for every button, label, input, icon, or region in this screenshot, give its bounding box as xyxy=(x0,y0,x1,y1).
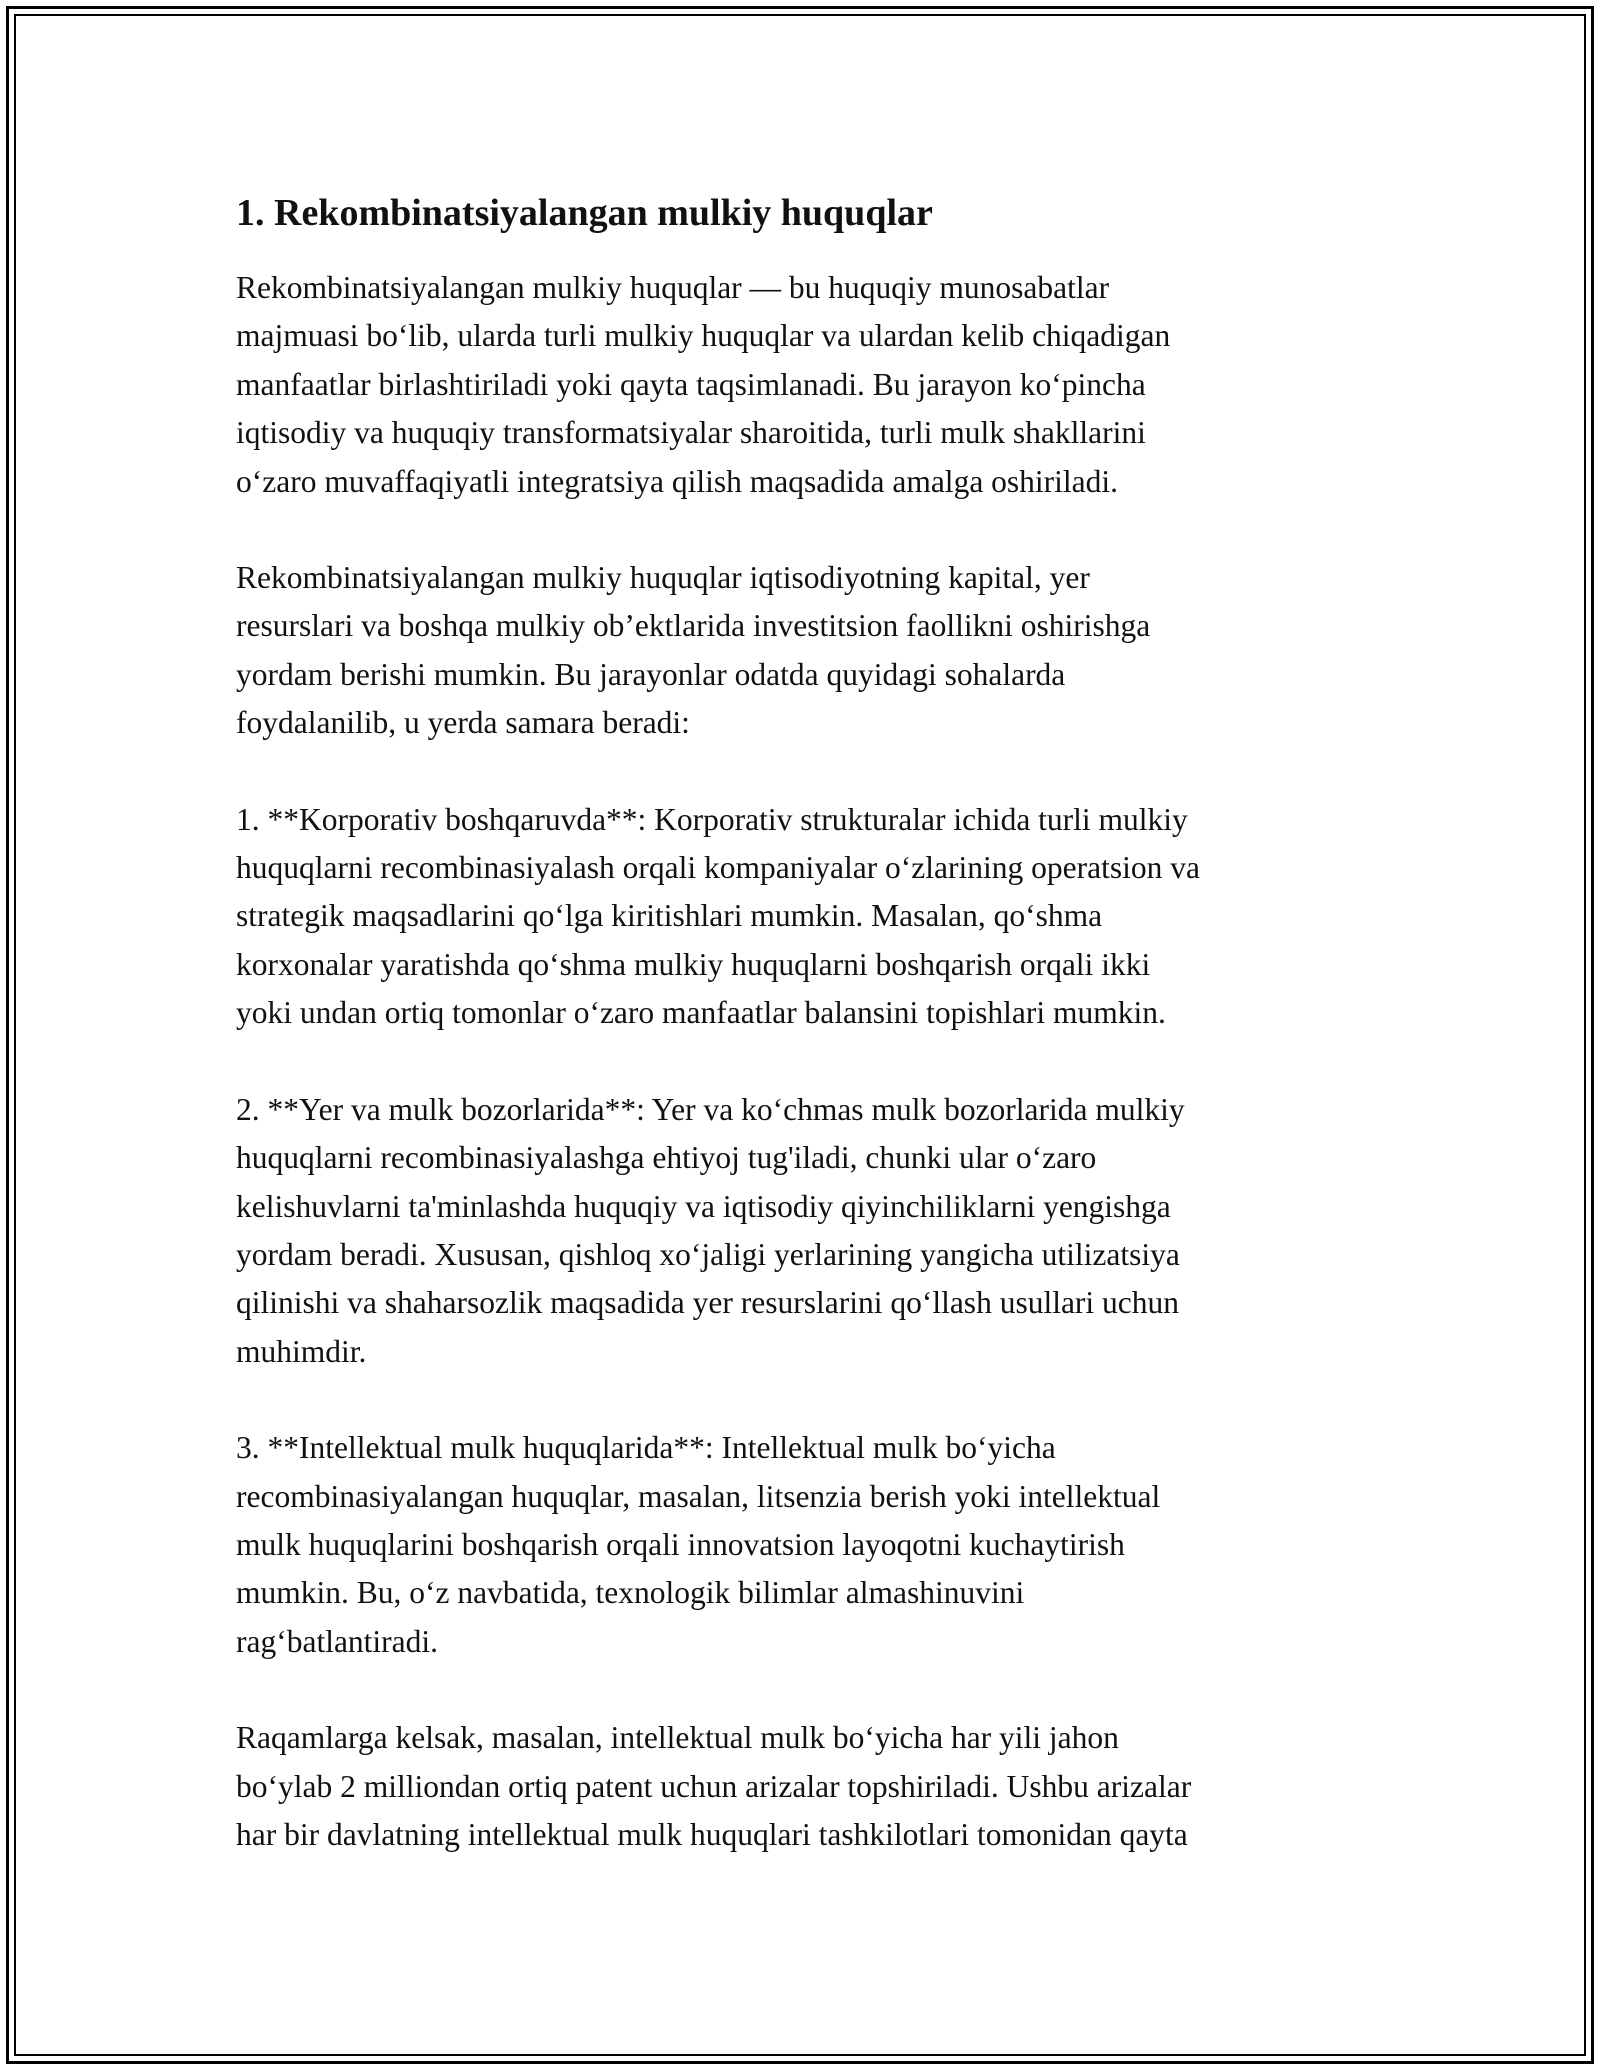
paragraph-line: har bir davlatning intellektual mulk huquqlari tashkilotlari tomonidan qayta xyxy=(236,1816,1188,1852)
section-heading: 1. Rekombinatsiyalangan mulkiy huquqlar xyxy=(236,192,933,234)
paragraph-statistics xyxy=(236,1714,1396,1859)
list-item-corporate xyxy=(236,796,1396,1038)
paragraph-line: mulk huquqlarini boshqarish orqali innovatsion layoqotni kuchaytirish xyxy=(236,1526,1125,1562)
paragraph-line: Rekombinatsiyalangan mulkiy huquqlar iqtisodiyotning kapital, yer xyxy=(236,560,1090,596)
paragraph-line: Rekombinatsiyalangan mulkiy huquqlar — bu huquqiy munosabatlar xyxy=(236,270,1110,305)
paragraph-line: huquqlarni recombinasiyalashga ehtiyoj tug'iladi, chunki ular o‘zaro xyxy=(236,1140,1097,1176)
paragraph-line: foydalanilib, u yerda samara beradi: xyxy=(236,705,690,741)
paragraph-line: rag‘batlantiradi. xyxy=(236,1623,439,1659)
paragraph-line: Raqamlarga kelsak, masalan, intellektual mulk bo‘yicha har yili jahon xyxy=(236,1720,1119,1756)
paragraph-line: bo‘ylab 2 milliondan ortiq patent uchun arizalar topshiriladi. Ushbu arizalar xyxy=(236,1768,1192,1804)
paragraph-line: 2. **Yer va mulk bozorlarida**: Yer va ko‘chmas mulk bozorlarida mulkiy xyxy=(236,1091,1185,1127)
paragraph-line: o‘zaro muvaffaqiyatli integratsiya qilish maqsadida amalga oshiriladi. xyxy=(236,463,1119,499)
paragraph-line: muhimdir. xyxy=(236,1333,367,1369)
paragraph-line: kelishuvlarni ta'minlashda huquqiy va iqtisodiy qiyinchiliklarni yengishga xyxy=(236,1188,1171,1224)
paragraph-applications xyxy=(236,554,1396,748)
paragraph-line: yordam berishi mumkin. Bu jarayonlar odatda quyidagi sohalarda xyxy=(236,656,1066,692)
paragraph-line: yoki undan ortiq tomonlar o‘zaro manfaatlar balansini topishlari mumkin. xyxy=(236,995,1166,1031)
paragraph-line: yordam beradi. Xususan, qishloq xo‘jaligi yerlarining yangicha utilizatsiya xyxy=(236,1236,1180,1272)
paragraph-line: strategik maqsadlarini qo‘lga kiritishlari mumkin. Masalan, qo‘shma xyxy=(236,898,1103,934)
paragraph-line: mumkin. Bu, o‘z navbatida, texnologik bilimlar almashinuvini xyxy=(236,1575,1025,1611)
paragraph-line: qilinishi va shaharsozlik maqsadida yer resurslarini qo‘llash usullari uchun xyxy=(236,1285,1180,1321)
document-body xyxy=(236,184,1396,1859)
paragraph-intro xyxy=(236,264,1396,506)
paragraph-line: majmuasi bo‘lib, ularda turli mulkiy huquqlar va ulardan kelib chiqadigan xyxy=(236,318,1171,354)
paragraph-line: iqtisodiy va huquqiy transformatsiyalar sharoitida, turli mulk shakllarini xyxy=(236,415,1146,451)
list-item-intellectual-property xyxy=(236,1424,1396,1666)
paragraph-line: recombinasiyalangan huquqlar, masalan, litsenzia berish yoki intellektual xyxy=(236,1478,1161,1514)
paragraph-line: manfaatlar birlashtiriladi yoki qayta taqsimlanadi. Bu jarayon ko‘pincha xyxy=(236,366,1146,402)
list-item-land-markets xyxy=(236,1086,1396,1376)
paragraph-line: 3. **Intellektual mulk huquqlarida**: Intellektual mulk bo‘yicha xyxy=(236,1430,1056,1466)
paragraph-line: 1. **Korporativ boshqaruvda**: Korporativ strukturalar ichida turli mulkiy xyxy=(236,801,1188,837)
paragraph-line: huquqlarni recombinasiyalash orqali kompaniyalar o‘zlarining operatsion va xyxy=(236,850,1200,886)
paragraph-line: resurslari va boshqa mulkiy ob’ektlarida investitsion faollikni oshirishga xyxy=(236,608,1151,644)
paragraph-line: korxonalar yaratishda qo‘shma mulkiy huquqlarni boshqarish orqali ikki xyxy=(236,946,1151,982)
